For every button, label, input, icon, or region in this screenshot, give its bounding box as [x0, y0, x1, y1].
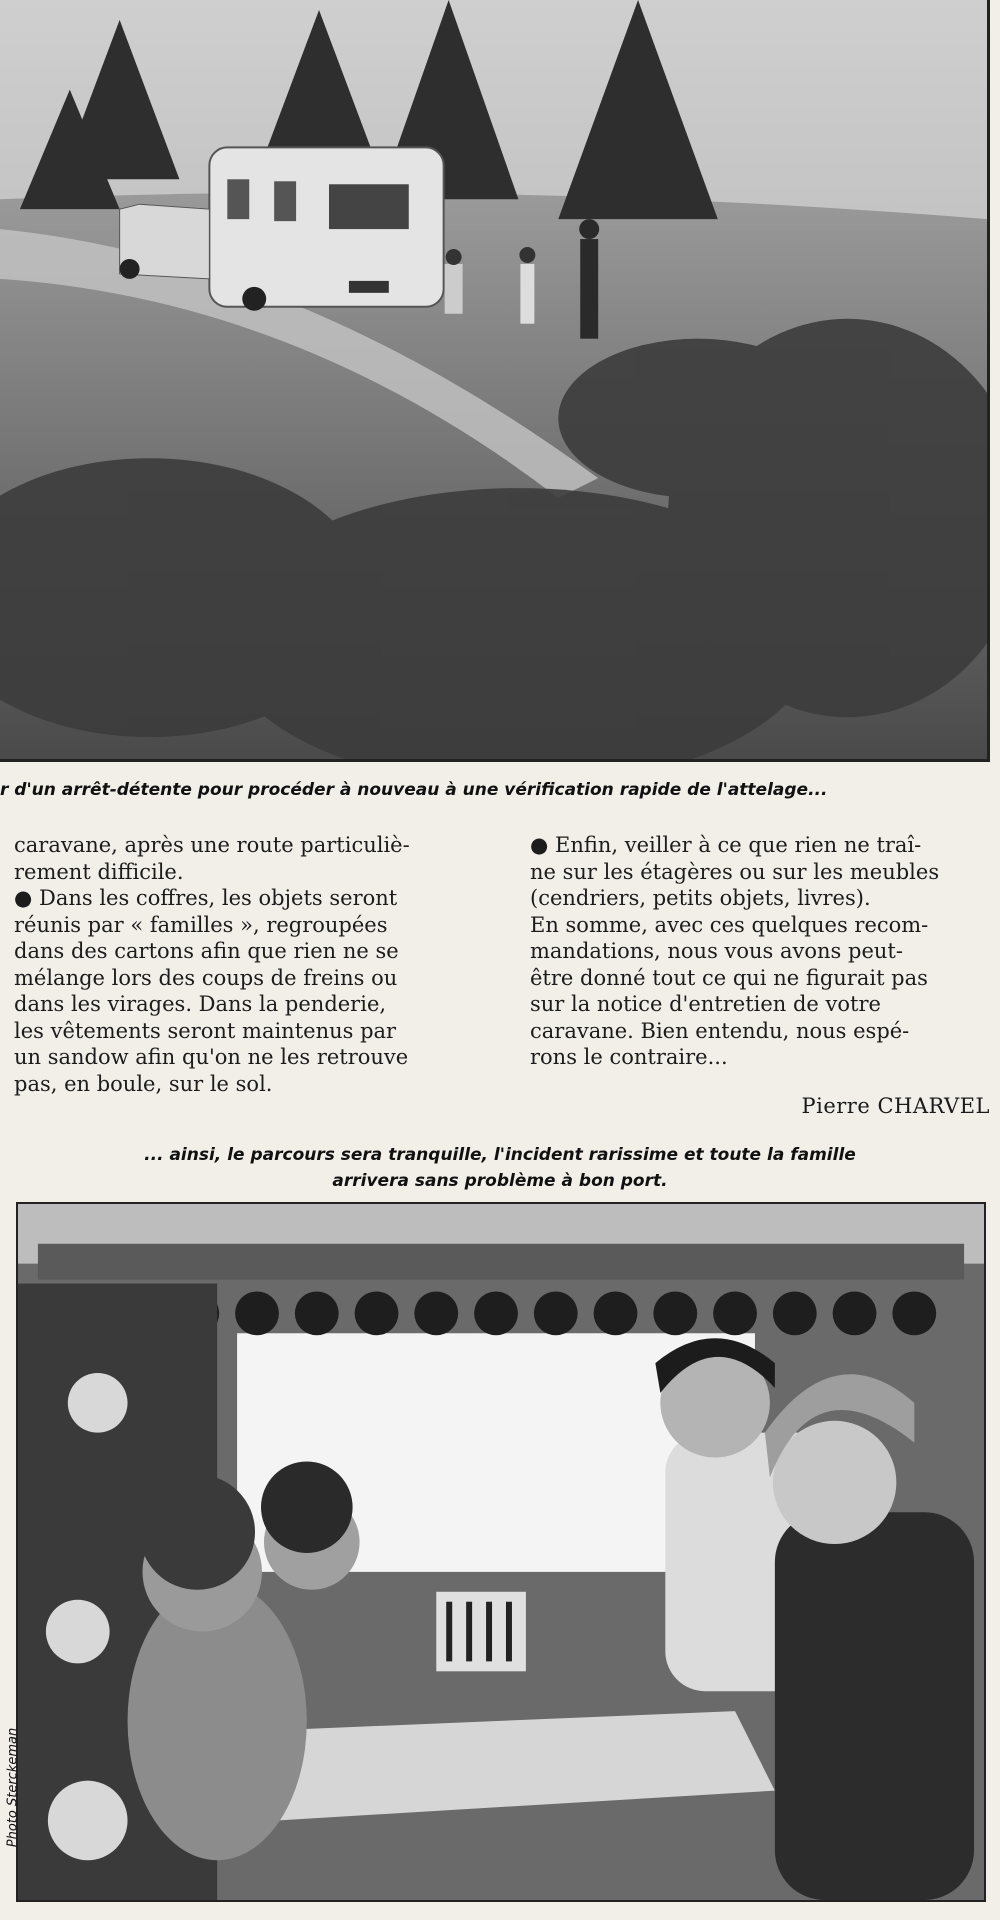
article-line: un sandow afin qu'on ne les retrouve [14, 1045, 409, 1069]
article-line: caravane, après une route particuliè- [14, 833, 410, 857]
caravan-photo-illustration [0, 0, 987, 759]
bottom-photo-caption-line-2: arrivera sans problème à bon port. [332, 1171, 668, 1191]
photo-family-dining-in-caravan [16, 1202, 986, 1902]
article-line: réunis par « familles », regroupées [14, 912, 388, 937]
article-line: mélange lors des coups de freins ou [14, 965, 398, 990]
article-line: ● Enfin, veiller à ce que rien ne traî- [530, 833, 922, 857]
top-photo-caption [0, 780, 1000, 800]
article-line: En somme, avec ces quelques recom- [530, 912, 929, 937]
article-line: rons le contraire... [530, 1045, 728, 1069]
article-line: rement difficile. [14, 859, 184, 884]
article-line: ● Dans les coffres, les objets seront [14, 886, 398, 910]
article-line: (cendriers, petits objets, livres). [530, 886, 871, 910]
article-line: dans des cartons afin que rien ne se [14, 939, 399, 963]
article-line: sur la notice d'entretien de votre [530, 992, 881, 1016]
article-line: mandations, nous vous avons peut- [530, 939, 903, 963]
top-photo-caption-text: r d'un arrêt-détente pour procéder à nouveau à une vérification rapide de l'attelage... [0, 780, 828, 800]
bottom-photo-caption-line-1: ... ainsi, le parcours sera tranquille, l'incident rarissime et toute la famille [144, 1145, 856, 1165]
photo-caravan-in-forest [0, 0, 990, 762]
article-line: dans les virages. Dans la penderie, [14, 992, 387, 1016]
photo-credit: Photo Sterckeman [5, 1727, 21, 1848]
article-line: caravane. Bien entendu, nous espé- [530, 1018, 910, 1043]
article-line: être donné tout ce qui ne figurait pas [530, 965, 928, 990]
author-signature: Pierre CHARVEL [801, 1094, 990, 1118]
article-line: ne sur les étagères ou sur les meubles [530, 859, 940, 884]
article-line: pas, en boule, sur le sol. [14, 1071, 273, 1096]
article-column-left [14, 832, 494, 1097]
bottom-photo-caption [0, 1142, 1000, 1194]
article-column-right [530, 832, 990, 1071]
article-line: les vêtements seront maintenus par [14, 1018, 397, 1043]
family-meal-photo-illustration [18, 1204, 984, 1900]
